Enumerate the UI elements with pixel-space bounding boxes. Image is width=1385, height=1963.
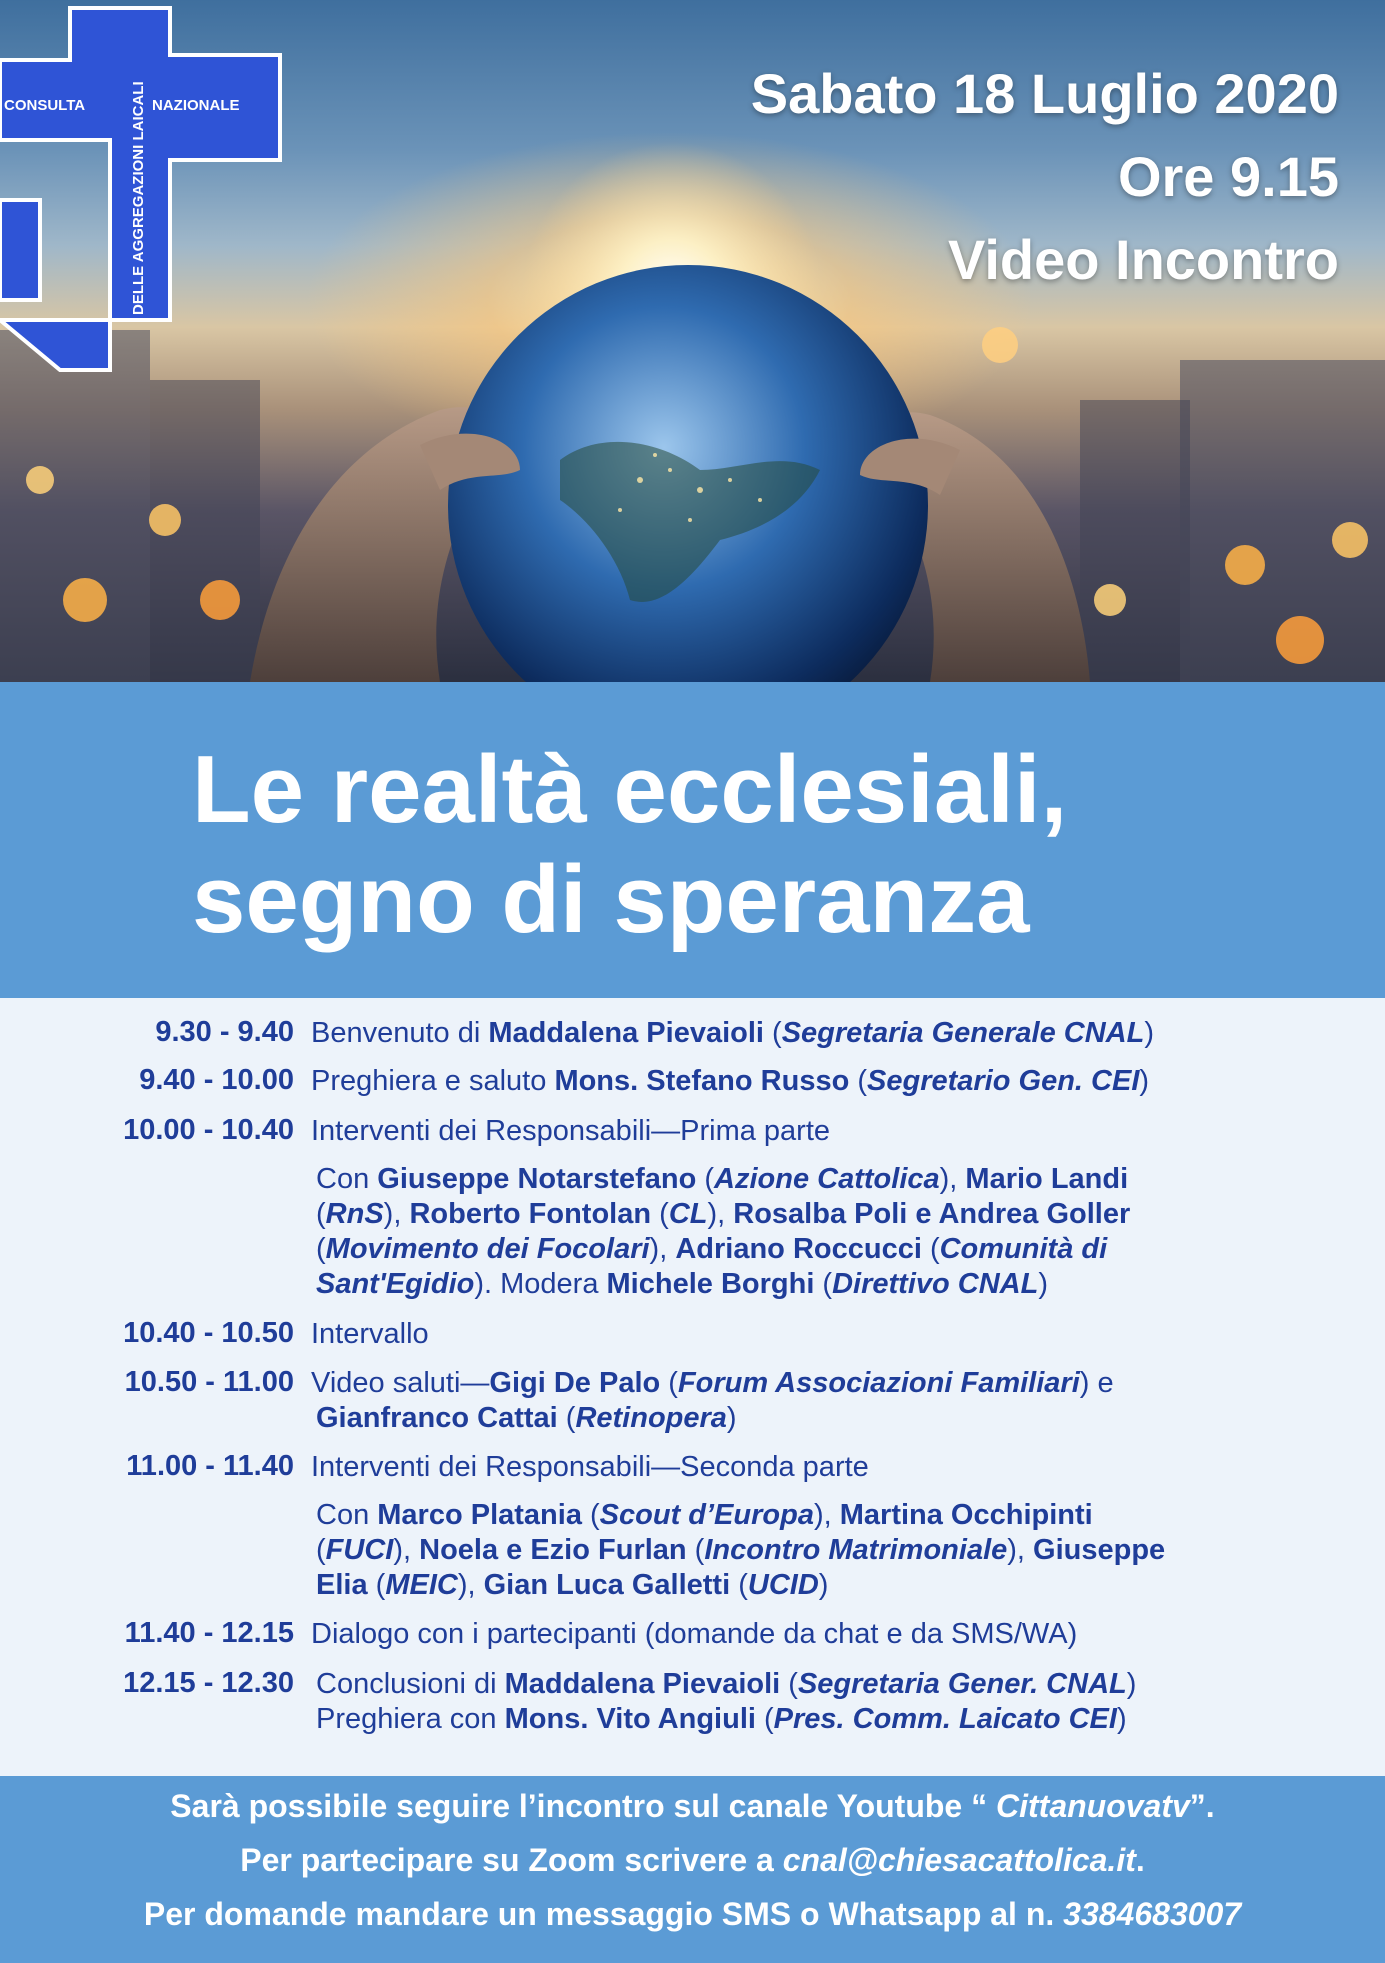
schedule-desc: Interventi dei Responsabili—Prima parte <box>311 1115 831 1147</box>
event-format: Video Incontro <box>948 228 1339 291</box>
schedule-desc: Video saluti—Gigi De Palo (Forum Associazioni Familiari) e <box>311 1367 1114 1399</box>
youtube-info: Sarà possibile seguire l’incontro sul canale Youtube “ Cittanuovatv”. <box>170 1788 1215 1824</box>
zoom-info: Per partecipare su Zoom scrivere a cnal@chiesacattolica.it. <box>240 1842 1145 1878</box>
phone-info: Per domande mandare un messaggio SMS o Whatsapp al n. 3384683007 <box>143 1896 1242 1932</box>
logo-base-shape <box>0 320 110 370</box>
schedule-time: 10.00 - 10.40 <box>123 1114 294 1146</box>
schedule-desc: Dialogo con i partecipanti (domande da chat e da SMS/WA) <box>311 1618 1078 1650</box>
speakers-line: Gianfranco Cattai (Retinopera) <box>316 1402 737 1434</box>
schedule-time: 12.15 - 12.30 <box>123 1667 294 1699</box>
footer-info <box>0 1776 1385 1963</box>
schedule-desc: Intervallo <box>311 1318 429 1350</box>
schedule-time: 10.40 - 10.50 <box>123 1317 294 1349</box>
schedule-desc: Benvenuto di Maddalena Pievaioli (Segretaria Generale CNAL) <box>311 1017 1155 1049</box>
logo-text-nazionale: NAZIONALE <box>152 97 240 114</box>
logo-text-consulta: CONSULTA <box>4 97 86 114</box>
closing-prayer-line: Preghiera con Mons. Vito Angiuli (Pres. Comm. Laicato CEI) <box>316 1703 1127 1735</box>
schedule-desc: Preghiera e saluto Mons. Stefano Russo (Segretario Gen. CEI) <box>311 1065 1150 1097</box>
event-date: Sabato 18 Luglio 2020 <box>750 62 1339 125</box>
schedule-time: 11.00 - 11.40 <box>126 1450 294 1482</box>
schedule-time: 9.30 - 9.40 <box>155 1016 294 1048</box>
event-details <box>751 52 1339 301</box>
speakers-block-second: Con Marco Platania (Scout d’Europa), Martina Occhipinti (FUCI), Noela e Ezio Furlan (Incontro Matrimoniale), Giuseppe Elia (MEIC), Gian Luca Galletti (UCID) <box>316 1499 1166 1601</box>
schedule-time: 11.40 - 12.15 <box>124 1617 294 1649</box>
event-time: Ore 9.15 <box>1117 145 1339 208</box>
logo-text-vertical: DELLE AGGREGAZIONI LAICALI <box>130 81 147 315</box>
youtube-channel-link[interactable]: Cittanuovatv <box>996 1788 1190 1824</box>
schedule-desc: Conclusioni di Maddalena Pievaioli (Segretaria Gener. CNAL) <box>316 1668 1137 1700</box>
title-line-2: segno di speranza <box>192 846 1030 953</box>
schedule-time: 9.40 - 10.00 <box>139 1064 294 1096</box>
schedule-time: 10.50 - 11.00 <box>124 1366 294 1398</box>
event-title <box>192 735 1067 955</box>
email-link[interactable]: cnal@chiesacattolica.it <box>782 1842 1136 1878</box>
logo-small-bar <box>0 200 40 300</box>
speakers-block-first: Con Giuseppe Notarstefano (Azione Cattolica), Mario Landi (RnS), Roberto Fontolan (CL), Rosalba Poli e Andrea Goller (Movimento dei Focolari), Adriano Roccucci (Comunità di Sant'Egidio). Modera Michele Borghi (Direttivo CNAL) <box>316 1163 1131 1300</box>
schedule-desc: Interventi dei Responsabili—Seconda parte <box>311 1451 869 1483</box>
cnal-logo <box>0 0 290 380</box>
phone-number[interactable]: 3384683007 <box>1063 1896 1242 1932</box>
title-line-1: Le realtà ecclesiali, <box>192 736 1068 843</box>
hero-photo <box>0 0 1385 682</box>
